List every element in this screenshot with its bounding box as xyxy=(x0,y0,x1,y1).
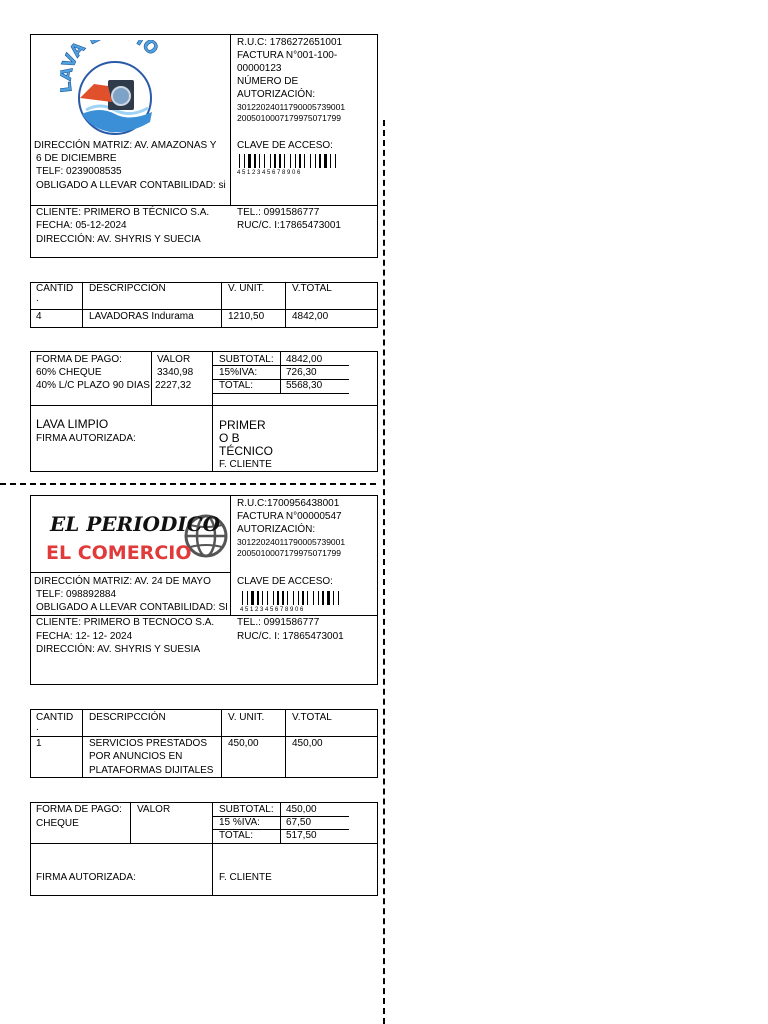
ruc: R.U.C:1700956438001 xyxy=(237,498,340,509)
barcode-bar xyxy=(267,591,268,605)
ruc-cliente: RUC/C. I: 17865473001 xyxy=(237,631,344,642)
barcode-bar xyxy=(315,154,316,168)
barcode-digits: 4 5 1 2 3 4 5 6 7 8 9 0 6 xyxy=(240,607,304,613)
subtotal-value: 450,00 xyxy=(286,804,317,815)
col-cantidad: CANTID xyxy=(36,283,74,294)
barcode-bar xyxy=(244,154,245,168)
forma-pago-label: FORMA DE PAGO: xyxy=(36,804,122,815)
logo-line-1: EL PERIODICO xyxy=(50,512,220,536)
clave-acceso-label: CLAVE DE ACCESO: xyxy=(237,140,333,151)
total-value: 517,50 xyxy=(286,830,317,841)
iva-value: 67,50 xyxy=(286,817,312,828)
table-row-qty: 1 xyxy=(36,738,42,749)
total-label: TOTAL: xyxy=(219,830,254,841)
barcode-bar xyxy=(242,591,243,605)
table-row-desc: LAVADORAS Indurama xyxy=(89,311,194,322)
barcode-bar xyxy=(273,591,274,605)
ruc-cliente: RUC/C. I:17865473001 xyxy=(237,220,341,231)
col-valor-total: V.TOTAL xyxy=(292,712,332,723)
barcode-bar xyxy=(304,154,305,168)
barcode-bar xyxy=(274,154,276,168)
barcode-bar xyxy=(287,591,288,605)
vertical-cut-line xyxy=(383,120,385,1024)
direccion-cliente: DIRECCIÓN: AV. SHYRIS Y SUESIA xyxy=(36,644,201,655)
fecha: FECHA: 12- 12- 2024 xyxy=(36,631,133,642)
telefono-cliente: TEL.: 0991586777 xyxy=(237,617,320,628)
pago-line-2: 40% L/C PLAZO 90 DIAS xyxy=(36,380,150,391)
col-valor-unitario: V. UNIT. xyxy=(228,712,265,723)
factura-number: FACTURA N°00000547 xyxy=(237,511,342,522)
iva-label: 15%IVA: xyxy=(219,367,258,378)
barcode-bar xyxy=(324,154,327,168)
barcode-bar xyxy=(290,154,291,168)
barcode-bar xyxy=(327,591,330,605)
barcode-bar xyxy=(259,154,260,168)
barcode-bar xyxy=(302,591,304,605)
obligado-contabilidad: OBLIGADO A LLEVAR CONTABILIDAD: SI xyxy=(36,602,228,613)
direccion-cliente: DIRECCIÓN: AV. SHYRIS Y SUECIA xyxy=(36,234,201,245)
fecha: FECHA: 05-12-2024 xyxy=(36,220,127,231)
col-cantidad: CANTID xyxy=(36,712,74,723)
valor-label: VALOR xyxy=(157,354,191,365)
lava-limpio-logo xyxy=(60,40,170,135)
table-row-vtotal: 450,00 xyxy=(292,738,323,749)
barcode-bar xyxy=(319,154,321,168)
valor-label: VALOR xyxy=(137,804,171,815)
forma-pago-label: FORMA DE PAGO: xyxy=(36,354,122,365)
horizontal-cut-line xyxy=(0,483,376,485)
barcode-bar xyxy=(333,591,334,605)
barcode-bar xyxy=(293,591,294,605)
client-signature-1: PRIMER xyxy=(219,418,266,432)
subtotal-label: SUBTOTAL: xyxy=(219,354,274,365)
table-row-qty: 4 xyxy=(36,311,42,322)
barcode-bar xyxy=(338,591,339,605)
client-signature-2: O B xyxy=(219,431,240,445)
barcode-bar xyxy=(270,154,271,168)
barcode-bar xyxy=(251,591,254,605)
barcode-bar xyxy=(299,154,301,168)
authorization-number-1: 3012202401179000573900​1 xyxy=(237,102,346,112)
barcode-bar xyxy=(295,154,296,168)
telefono-cliente: TEL.: 0991586777 xyxy=(237,207,320,218)
barcode-bar xyxy=(313,591,314,605)
barcode-bar xyxy=(264,154,265,168)
barcode-bar xyxy=(322,591,324,605)
barcode-bar xyxy=(277,591,279,605)
cliente: CLIENTE: PRIMERO B TÉCNICO S.A. xyxy=(36,207,210,218)
barcode-bar xyxy=(239,154,240,168)
subtotal-label: SUBTOTAL: xyxy=(219,804,274,815)
total-value: 5568,30 xyxy=(286,380,323,391)
col-valor-total: V.TOTAL xyxy=(292,283,332,294)
barcode-digits: 4 5 1 2 3 4 5 6 7 8 9 0 6 xyxy=(237,170,301,176)
cliente: CLIENTE: PRIMERO B TECNOCO S.A. xyxy=(36,617,215,628)
table-row-vunit: 450,00 xyxy=(228,738,259,749)
firma-cliente-label: F. CLIENTE xyxy=(219,459,272,470)
authorization-label-1: NÚMERO DE xyxy=(237,76,299,87)
table-row-desc-3: PLATAFORMAS DIJITALES xyxy=(89,765,214,776)
telefono: TELF: 0239008535 xyxy=(36,166,122,177)
factura-number-2: 00000123 xyxy=(237,63,282,74)
total-label: TOTAL: xyxy=(219,380,254,391)
col-descripcion: DESCRIPCCIÓN xyxy=(89,712,166,723)
barcode-bar xyxy=(257,591,259,605)
col-descripcion: DESCRIPCCIÓN xyxy=(89,283,166,294)
firma-autorizada-label: FIRMA AUTORIZADA: xyxy=(36,872,136,883)
pago-line-1: CHEQUE xyxy=(36,818,79,829)
iva-label: 15 %IVA: xyxy=(219,817,260,828)
table-row-vunit: 1210,50 xyxy=(228,311,265,322)
barcode-bar xyxy=(310,154,311,168)
barcode-bar xyxy=(307,591,308,605)
iva-value: 726,30 xyxy=(286,367,317,378)
logo-arc-text: VA IO xyxy=(60,40,163,72)
table-row-vtotal: 4842,00 xyxy=(292,311,329,322)
authorization-label: AUTORIZACIÓN: xyxy=(237,524,316,535)
barcode-bar xyxy=(282,591,284,605)
barcode-bar xyxy=(279,154,281,168)
pago-value-1: 3340,98 xyxy=(157,367,194,378)
direccion-matriz-2: 6 DE DICIEMBRE xyxy=(36,153,117,164)
barcode-bar xyxy=(247,591,248,605)
pago-line-1: 60% CHEQUE xyxy=(36,367,102,378)
factura-number-1: FACTURA N°001-100- xyxy=(237,50,338,61)
client-signature-3: TÉCNICO xyxy=(219,444,273,458)
firma-company: LAVA LIMPIO xyxy=(36,417,109,431)
table-row-desc-1: SERVICIOS PRESTADOS xyxy=(89,738,207,749)
firma-autorizada-label: FIRMA AUTORIZADA: xyxy=(36,433,136,444)
firma-cliente-label: F. CLIENTE xyxy=(219,872,272,883)
subtotal-value: 4842,00 xyxy=(286,354,323,365)
authorization-label-2: AUTORIZACIÓN: xyxy=(237,89,316,100)
telefono: TELF: 098892884 xyxy=(36,589,117,600)
authorization-number-2: 2005010007179975071799 xyxy=(237,113,342,123)
obligado-contabilidad: OBLIGADO A LLEVAR CONTABILIDAD: si xyxy=(36,180,226,191)
ruc: R.U.C: 1786272651001 xyxy=(237,37,343,48)
barcode-bar xyxy=(318,591,319,605)
logo-line-2: EL COMERCIO xyxy=(46,542,192,564)
barcode-bar xyxy=(298,591,299,605)
barcode-bar xyxy=(335,154,336,168)
barcode-bar xyxy=(262,591,263,605)
pago-value-2: 2227,32 xyxy=(155,380,192,391)
clave-acceso-label: CLAVE DE ACCESO: xyxy=(237,576,333,587)
direccion-matriz-1: DIRECCIÓN MATRIZ: AV. AMAZONAS Y xyxy=(34,140,217,151)
direccion-matriz: DIRECCIÓN MATRIZ: AV. 24 DE MAYO xyxy=(34,576,211,587)
barcode-bar xyxy=(254,154,256,168)
barcode-bar xyxy=(284,154,285,168)
col-valor-unitario: V. UNIT. xyxy=(228,283,265,294)
table-row-desc-2: POR ANUNCIOS EN xyxy=(89,751,183,762)
el-comercio-logo xyxy=(44,505,230,567)
authorization-number-1: 3012202401179000573900​1 xyxy=(237,537,346,547)
barcode-bar xyxy=(248,154,251,168)
authorization-number-2: 2005010007179975071799 xyxy=(237,548,342,558)
barcode-bar xyxy=(330,154,331,168)
